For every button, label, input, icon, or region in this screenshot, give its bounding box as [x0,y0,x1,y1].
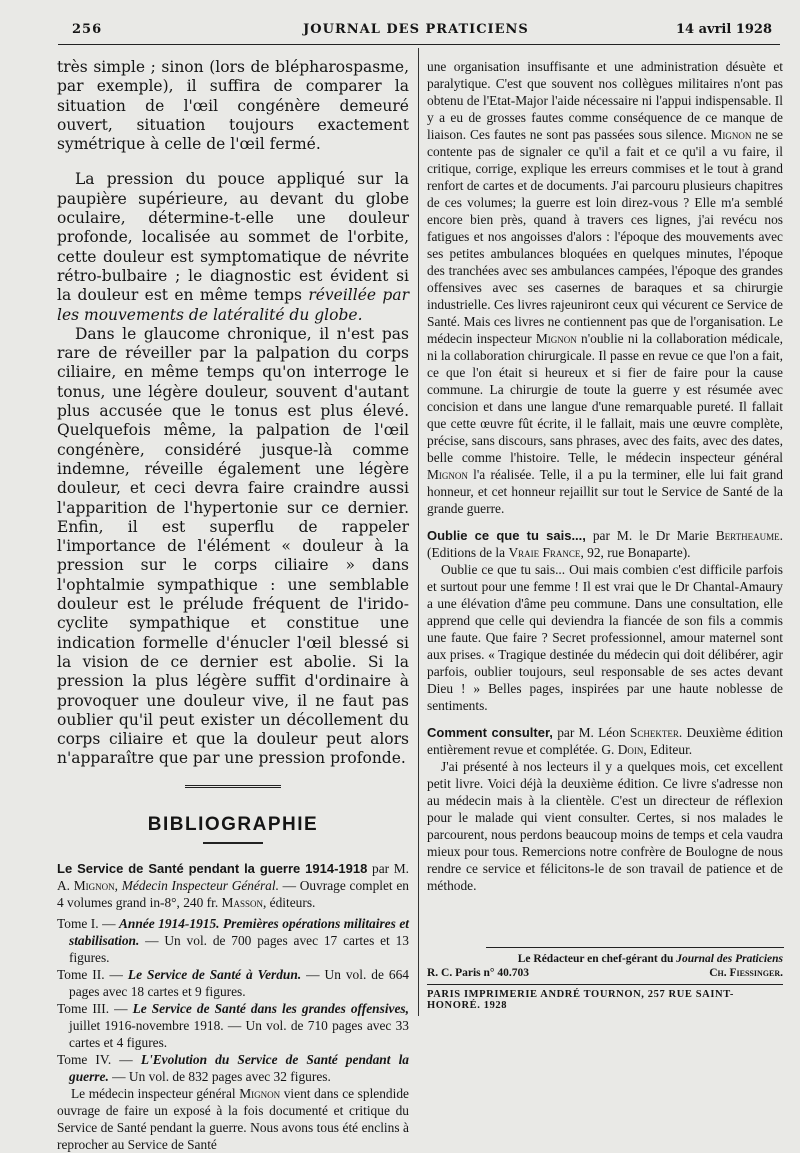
issue-date: 14 avril 1928 [675,22,772,37]
editor-name: Ch. Fiessinger. [709,967,783,979]
page-header [60,18,772,42]
book-entry: Oublie ce que tu sais..., par M. le Dr Marie Bertheaume. (Editions de la Vraie France, 92, rue Bonaparte). [427,528,783,560]
review-paragraph: Le médecin inspecteur général Mignon vient dans ce splendide ouvrage de faire un exposé à la fois documenté et critique du Service de Santé pendant la guerre. Nous avons tous été enclins à reprocher au Service de Santé [57,1085,409,1152]
tome-item: Tome I. — Année 1914-1915. Premières opérations militaires et stabilisation. — Un vol. de 700 pages avec 17 cartes et 13 figures. [57,915,409,965]
journal-title: JOURNAL DES PRATICIENS [303,22,529,37]
footer-rule [427,984,783,985]
book-title: Le Service de Santé pendant la guerre 1914-1918 [57,860,368,876]
book-title: Oublie ce que tu sais..., [427,528,586,543]
footer-rule [486,947,784,948]
editor-credit: Le Rédacteur en chef-gérant du Journal des Praticiens [517,953,783,965]
tome-item: Tome III. — Le Service de Santé dans les grandes offensives, juillet 1916-novembre 1918. — Un vol. de 710 pages avec 33 cartes et 4 figures. [57,1000,409,1050]
page-number: 256 [72,22,103,37]
book-author: Schekter [629,725,679,740]
book-entry: Comment consulter, par M. Léon Schekter. Deuxième édition entièrement revue et complétée. G. Doin, Editeur. [427,725,783,757]
column-divider [418,48,419,1016]
left-column [57,58,409,1153]
review-paragraph: Oublie ce que tu sais... Oui mais combien c'est difficile parfois et surtout pour une femme ! Il est vrai que le Dr Chantal-Amaury a une élévation d'âme peu commune. Dans une consultation, elle apprend que celle qui deviendra la fiancée de son fils a commis une faute. Que faire ? Secret professionnel, amour maternel sont aux prises. « Tragique destinée du médecin qui doit délibérer, agir parfois, oublier toujours, seul responsable de ses actes devant Dieu ! » Belles pages, inspirées par une haute noblesse de sentiments. [427,562,783,713]
book-title: Comment consulter, [427,725,553,740]
tome-item: Tome II. — Le Service de Santé à Verdun. — Un vol. de 664 pages avec 18 cartes et 9 figures. [57,966,409,999]
printer-imprint: PARIS IMPRIMERIE ANDRÉ TOURNON, 257 RUE SAINT-HONORÉ. 1928 [427,989,734,1011]
section-separator [185,785,281,790]
book-entry: Le Service de Santé pendant la guerre 1914-1918 par M. A. Mignon, Médecin Inspecteur Général. — Ouvrage complet en 4 volumes grand in-8°, 240 fr. Masson, éditeurs. [57,860,409,910]
registration-line: R. C. Paris n° 40.703 Ch. Fiessinger. [427,967,783,979]
section-heading: BIBLIOGRAPHIE [147,813,319,835]
book-author: Mignon [73,877,115,893]
review-paragraph: une organisation insuffisante et une administration désuète et paralytique. C'est que souvent nos collègues militaires n'ont pas obtenu de l'Etat-Major l'aide nécessaire ni l'appui indispensable. Il y a eu de grosses fautes comme conséquence de ce manque de liaison. Ces fautes ne sont pas passées sous silence. Mignon ne se contente pas de signaler ce qu'il a fait et ce qu'il a vu faire, il critique, corrige, explique les erreurs commises et le tout à grand renfort de cartes et de documents. J'ai parcouru plusieurs chapitres de ces volumes; la guerre est loin direz-vous ? Elle m'a semblé encore bien près, quand à travers ces lignes, j'ai revécu nos fatigues et nos angoisses d'alors : l'époque des mouvements avec ses petites ambulances bloquées en quelques minutes, l'époque des tranchées avec ses ambulances campées, l'époque des grandes offensives avec ses casernes de baraques et sa chirurgie industrielle. Ces livres rajeuniront ceux qui vécurent ce Service de Santé. Mais ces livres ne contiennent pas que de l'organisation. Le médecin inspecteur Mignon n'oublie ni la collaboration médicale, ni la collaboration chirurgicale. Il passe en revue ce que l'on a fait, ce que l'on était si heureux et si fier de faire pour la cause commune. La chirurgie de toute la guerre y est résumée avec concision et dans une langue d'une remarquable pureté. Il fallait que cette œuvre fût écrite, il le fallait, mais une œuvre complète, précise, sans discours, sans phrases, avec des faits, avec des dates, belle comme l'histoire. Telle, le médecin inspecteur général Mignon l'a réalisée. Telle, il a pu la terminer, elle lui fait grand honneur, et cet honneur rejaillit sur tout le Service de Santé de la grande guerre. [427,59,783,516]
right-column [427,58,783,894]
review-paragraph: J'ai présenté à nos lecteurs il y a quelques mois, cet excellent petit livre. Voici déjà la deuxième édition. Ce livre s'adresse non au médecin mais à la clientèle. C'est un directeur de réflexion pour le malade qui vient consulter. Certes, si nos malades le parcourent, nous perdons beaucoup moins de temps et cela vaudra mieux pour tous. Remercions notre confrère de Boulogne de nous rendre ce service et félicitons-le de son travail de patience et de méthode. [427,759,783,893]
paragraph: Dans le glaucome chronique, il n'est pas rare de réveiller par la palpation du corps ciliaire, en même temps qu'on interroge le tonus, une légère douleur, souvent d'autant plus accusée que le tonus est plus élevé. Quelquefois même, la palpation de l'œil congénère, considéré jusque-là comme indemne, réveille également une légère douleur, et ceci devra faire craindre aussi l'apparition de l'hypertonie sur ce dernier. Enfin, il est superflu de rappeler l'importance de l'élément « douleur à la pression sur le corps ciliaire » dans l'ophtalmie sympathique : une semblable douleur est le prélude fréquent de l'irido-cyclite sympathique et constitue une indication formelle d'énucler l'œil blessé si la vision de ce dernier est abolie. Si la pression la plus légère suffit d'ordinaire à provoquer une douleur vive, il ne faut pas oublier qu'il peut exister un décollement du corps ciliaire et que la douleur peut alors n'apparaître que par une pression profonde. [57,324,409,768]
tome-item: Tome IV. — L'Evolution du Service de Santé pendant la guerre. — Un vol. de 832 pages avec 32 figures. [57,1051,409,1084]
heading-rule [203,842,263,844]
book-author: Bertheaume [715,528,780,543]
paragraph: très simple ; sinon (lors de blépharospasme, par exemple), il suffira de comparer la situation de l'œil congénère demeuré ouvert, situation toujours exactement symétrique à celle de l'œil fermé. [57,58,409,154]
header-rule [58,44,780,45]
paragraph: La pression du pouce appliqué sur la paupière supérieure, au devant du globe oculaire, détermine-t-elle une douleur profonde, localisée au sommet de l'orbite, cette douleur est symptomatique de névrite rétro-bulbaire ; le diagnostic est évident si la douleur est en même temps réveillée par les mouvements de latéralité du globe. [57,170,409,324]
